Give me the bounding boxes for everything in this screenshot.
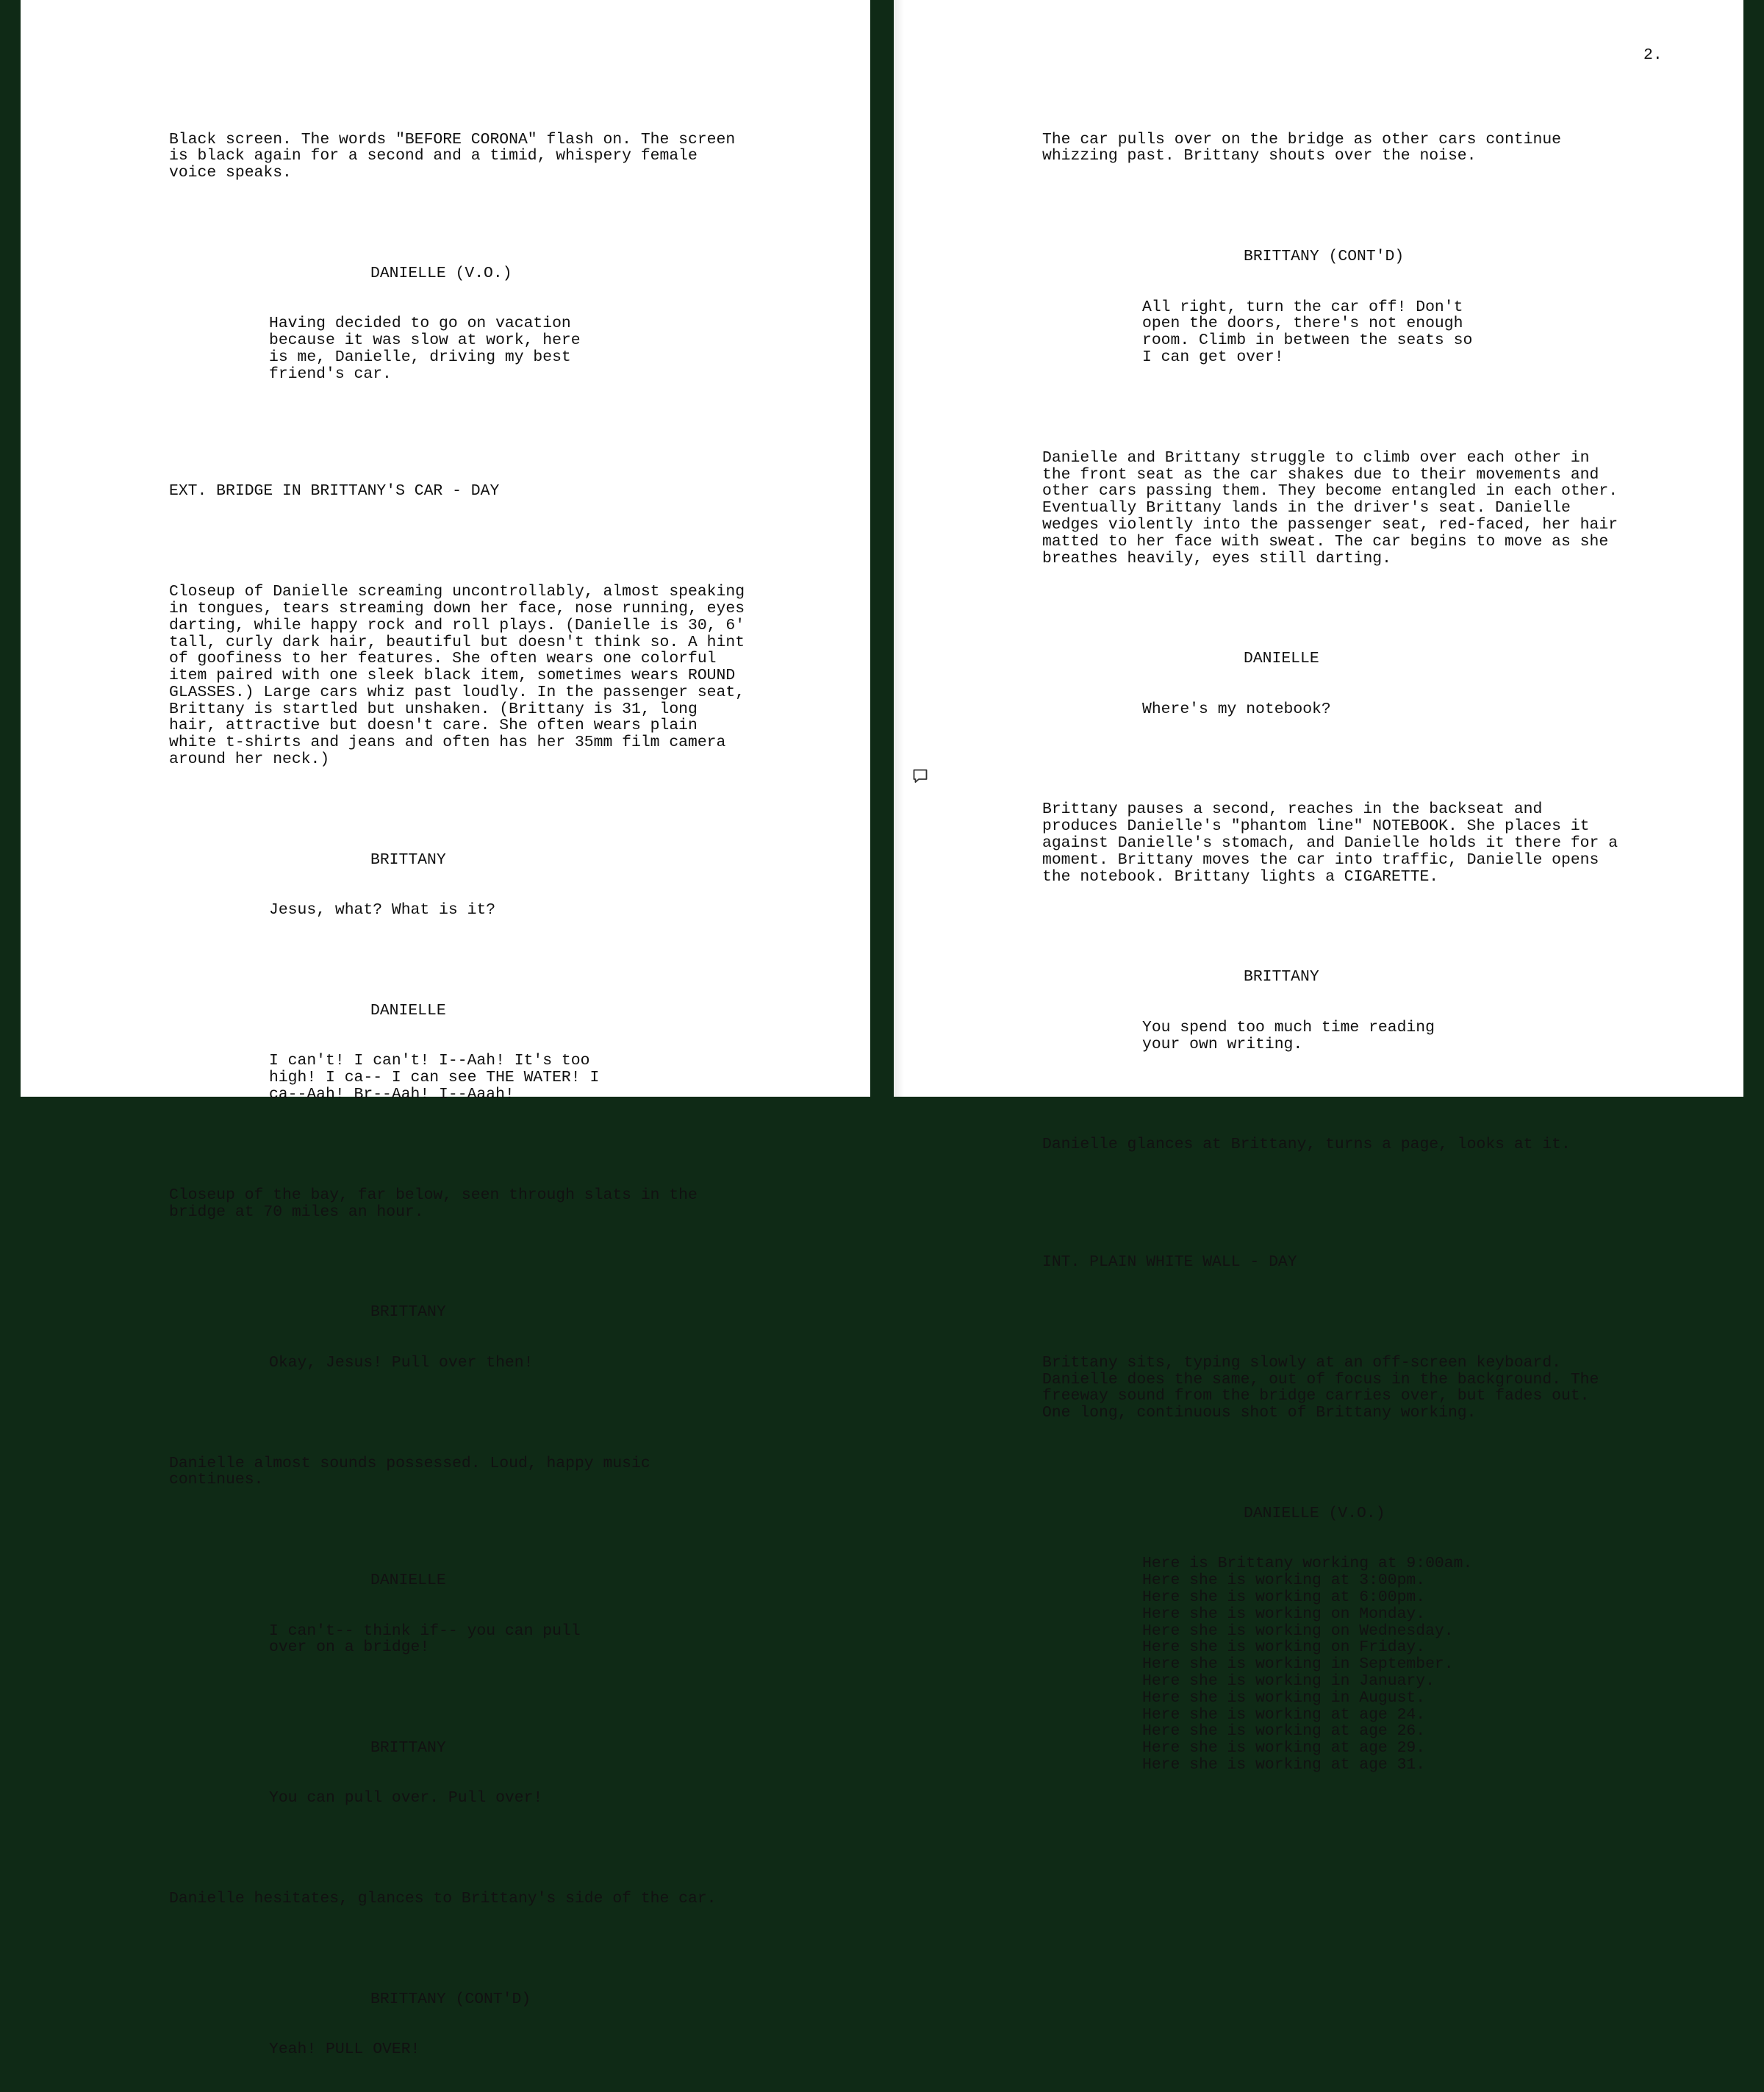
- action-line: Danielle glances at Brittany, turns a page, looks at it.: [1042, 1136, 1571, 1154]
- character-name: BRITTANY (CONT'D): [1244, 248, 1405, 266]
- dialogue: Yeah! PULL OVER!: [269, 2041, 420, 2059]
- dialogue: Okay, Jesus! Pull over then!: [269, 1353, 534, 1372]
- action-line: Danielle and Brittany struggle to climb over each other in the front seat as the car shakes due to their movements and other cars passing them. They become entangled in each other. Eventually Brittany lands in the driver's seat. Danielle wedges violently into the passenger seat, red-faced, her hair matted to her face with sweat. The car begins to move as she breathes heavily, eyes still darting.: [1042, 448, 1618, 567]
- character-name: BRITTANY: [1244, 968, 1319, 986]
- page-1-content: [169, 98, 745, 2092]
- action-line: The car pulls over on the bridge as other cars continue whizzing past. Brittany shouts over the noise.: [1042, 130, 1562, 165]
- action-line: Danielle hesitates, glances to Brittany's side of the car.: [169, 1890, 717, 1908]
- scene-heading: EXT. BRIDGE IN BRITTANY'S CAR - DAY: [169, 482, 500, 501]
- page-number: 2.: [1643, 46, 1663, 64]
- scene-heading: INT. PLAIN WHITE WALL - DAY: [1042, 1253, 1297, 1271]
- dialogue: All right, turn the car off! Don't open the doors, there's not enough room. Climb in between the seats so I can get over!: [1142, 298, 1473, 366]
- action-line: Brittany pauses a second, reaches in the backseat and produces Danielle's "phantom line" NOTEBOOK. She places it against Danielle's stomach, and Danielle holds it there for a moment. Brittany moves the car into traffic, Danielle opens the notebook. Brittany lights a CIGARETTE.: [1042, 800, 1618, 886]
- page-1: [21, 0, 870, 2059]
- character-name: DANIELLE (V.O.): [370, 264, 512, 282]
- character-name: DANIELLE: [1244, 650, 1319, 668]
- dialogue: I can't! I can't! I--Aah! It's too high! I ca-- I can see THE WATER! I ca--Aah! Br--Aah! I--Aaah!: [269, 1052, 600, 1104]
- character-name: BRITTANY: [370, 1739, 446, 1758]
- page-2-content: [1042, 98, 1618, 1807]
- character-name: BRITTANY: [370, 1303, 446, 1322]
- character-name: BRITTANY (CONT'D): [370, 1991, 531, 2009]
- dialogue: Jesus, what? What is it?: [269, 901, 496, 920]
- action-line: Brittany sits, typing slowly at an off-screen keyboard. Danielle does the same, out of focus in the background. The freeway sound from the bridge carries over, but fades out. One long, continuous shot of Brittany working.: [1042, 1353, 1599, 1422]
- character-name: DANIELLE: [370, 1002, 446, 1020]
- dialogue: Where's my notebook?: [1142, 700, 1331, 718]
- action-line: Closeup of Danielle screaming uncontrollably, almost speaking in tongues, tears streaming down her face, nose running, eyes darting, while happy rock and roll plays. (Danielle is 30, 6' tall, curly dark hair, beautiful but doesn't think so. A hint of goofiness to her features. She often wears one colorful item paired with one sleek black item, sometimes wears ROUND GLASSES.) Large cars whiz past loudly. In the passenger seat, Brittany is startled but unshaken. (Brittany is 31, long hair, attractive but doesn't care. She often wears plain white t-shirts and jeans and often has her 35mm film camera around her neck.): [169, 583, 745, 769]
- comment-icon[interactable]: [911, 767, 929, 785]
- action-line: Closeup of the bay, far below, seen through slats in the bridge at 70 miles an hour.: [169, 1186, 698, 1221]
- page-edge-shadow: [894, 0, 904, 1097]
- character-name: DANIELLE: [370, 1572, 446, 1590]
- action-line: Black screen. The words "BEFORE CORONA" flash on. The screen is black again for a second and a timid, whispery female voice speaks.: [169, 130, 736, 182]
- action-line: Danielle almost sounds possessed. Loud, happy music continues.: [169, 1454, 650, 1489]
- page-2: [894, 0, 1743, 1774]
- dialogue: I can't-- think if-- you can pull over on a bridge!: [269, 1622, 581, 1657]
- dialogue: You can pull over. Pull over!: [269, 1789, 543, 1808]
- dialogue: Having decided to go on vacation because it was slow at work, here is me, Danielle, driving my best friend's car.: [269, 315, 581, 383]
- character-name: DANIELLE (V.O.): [1244, 1504, 1385, 1522]
- dialogue: Here is Brittany working at 9:00am. Here she is working at 3:00pm. Here she is working at 6:00pm. Here she is working on Monday. Here she is working on Wednesday. Here she is working on Friday. Here she is working in September. Here she is working in January. Here she is working in August. Here she is working at age 24. Here she is working at age 26. Here she is working at age 29. Here she is working at age 31.: [1142, 1555, 1473, 1774]
- dialogue: You spend too much time reading your own writing.: [1142, 1018, 1435, 1053]
- character-name: BRITTANY: [370, 850, 446, 869]
